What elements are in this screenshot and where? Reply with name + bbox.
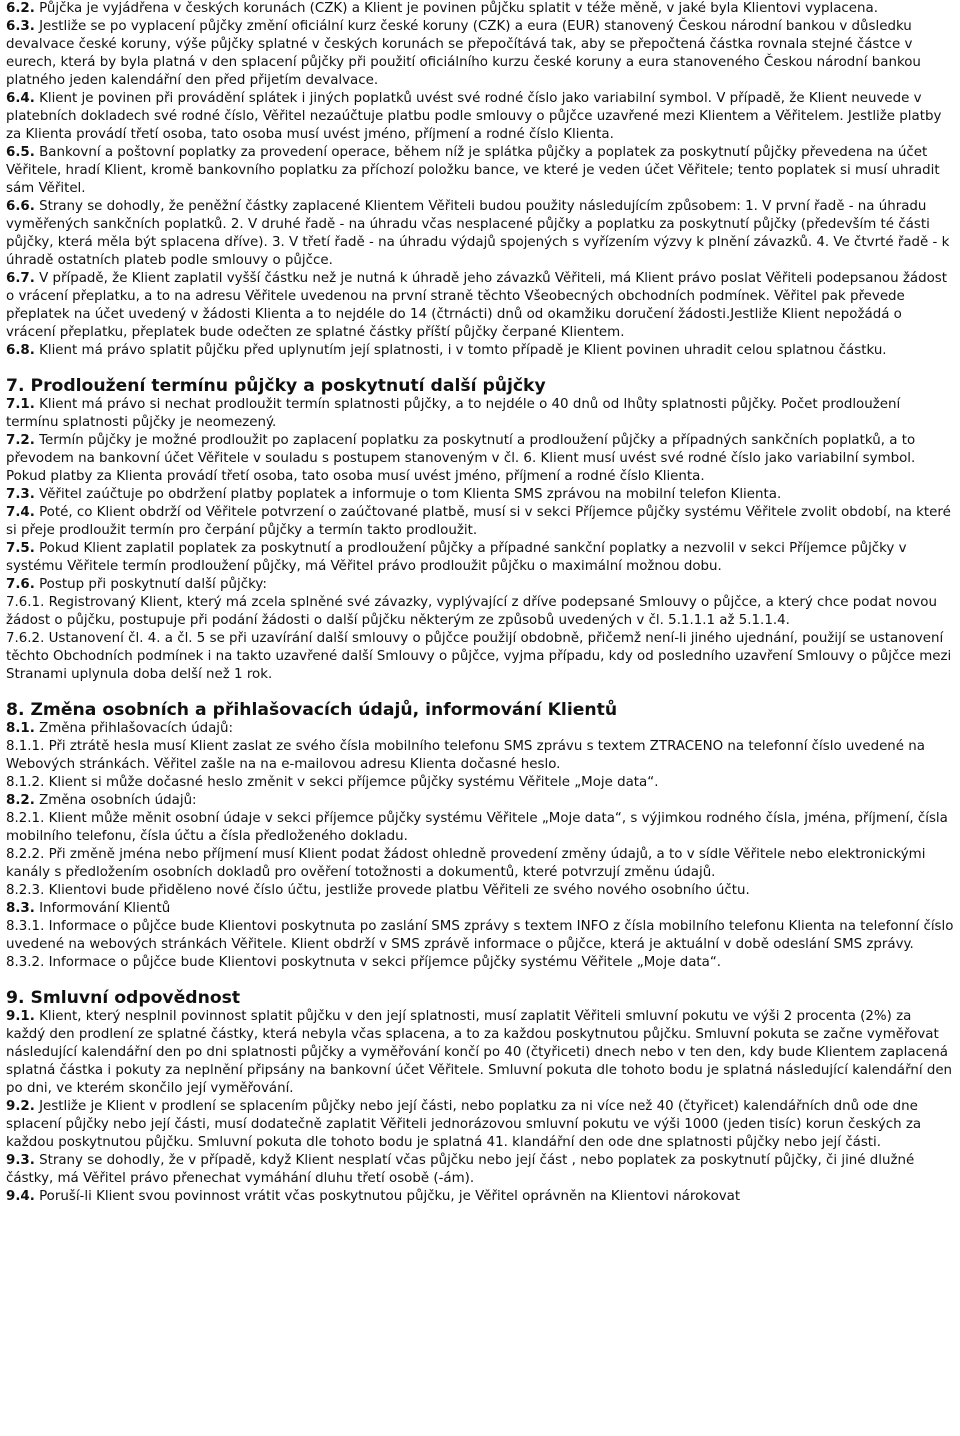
clause-text: Strany se dohodly, že peněžní částky zaplacené Klientem Věřiteli budou použity následujícím způsobem: 1. V první řadě - na úhradu vyměřených sankčních poplatků. 2. V druhé řadě - na úhradu včas nesplacené půjčky a poplatku za poskytnutí půjčky (především té části půjčky, která měla být splacena dříve). 3. V třetí řadě - na úhradu výdajů spojených s vyřízením výzvy k plnění závazků. 4. Ve čtvrté řadě - k úhradě ostatních plateb podle smlouvy o půjčce. [6,199,950,268]
clause-number: 7.4. [6,505,35,520]
clause-text: Klient má právo splatit půjčku před uplynutím její splatnosti, i v tomto případě je Klient povinen uhradit celou splatnou částku. [39,343,887,358]
clause-text: 8.1.2. Klient si může dočasné heslo změnit v sekci příjemce půjčky systému Věřitele „Moje data“. [6,775,659,790]
clause-paragraph [6,342,954,360]
clause-paragraph [6,630,954,684]
clause-text: 7.6.1. Registrovaný Klient, který má zcela splněné své závazky, vyplývající z dříve podepsané Smlouvy o půjčce, a který chce podat novou žádost o půjčku, postupuje při podání žádosti o další půjčku některým ze způsobů uvedených v čl. 5.1.1.1 až 5.1.1.4. [6,595,937,628]
section [6,376,954,684]
section-heading: 8. Změna osobních a přihlašovacích údajů, informování Klientů [6,700,618,720]
clause-paragraph [6,954,954,972]
clause-paragraph [6,432,954,486]
clause-number: 9.4. [6,1189,35,1204]
clause-paragraph [6,1008,954,1098]
clause-paragraph [6,1098,954,1152]
section [6,700,954,972]
clause-number: 8.1. [6,721,35,736]
clause-number: 9.3. [6,1153,35,1168]
clause-text: 8.2.3. Klientovi bude přiděleno nové číslo účtu, jestliže provede platbu Věřiteli ze svého nového osobního účtu. [6,883,750,898]
clause-text: Informování Klientů [39,901,171,916]
clause-text: Změna přihlašovacích údajů: [39,721,234,736]
clause-number: 6.7. [6,271,35,286]
clause-paragraph [6,540,954,576]
clause-number: 8.3. [6,901,35,916]
section-heading: 9. Smluvní odpovědnost [6,988,241,1008]
clause-text: Postup při poskytnutí další půjčky: [39,577,267,592]
clause-number: 6.8. [6,343,35,358]
clause-text: Klient, který nesplnil povinnost splatit půjčku v den její splatnosti, musí zaplatit Věřiteli smluvní pokutu ve výši 2 procenta (2%) za každý den prodlení ze splatné částky, která nebyla včas splacena, a to za každou poskytnutou půjčku. Smluvní pokuta se začne vyměřovat následující kalendářní den po dni splatnosti půjčky a vyměřování končí po 40 (čtyřiceti) dnech nebo v ten den, kdy bude Klientem zaplacená splatná částka i pokuty za neplnění připsány na bankovní účet Věřitele. Smluvní pokuta dle tohoto bodu je splatná následující kalendářní den po dni, ve kterém skončilo její vyměřování. [6,1009,953,1096]
clause-number: 6.4. [6,91,35,106]
clause-paragraph [6,18,954,90]
clause-paragraph [6,774,954,792]
clause-number: 7.5. [6,541,35,556]
clause-text: 7.6.2. Ustanovení čl. 4. a čl. 5 se při uzavírání další smlouvy o půjčce použijí obdobně, přičemž není-li jiného ujednání, použijí se ustanovení těchto Obchodních podmínek i na takto uzavřené další Smlouvy o půjčce, vyjma případu, kdy od posledního uzavření Smlouvy o půjčce mezi Stranami uplynula doba delší než 1 rok. [6,631,952,682]
clause-paragraph [6,504,954,540]
clause-paragraph [6,900,954,918]
clause-number: 6.3. [6,19,35,34]
clause-text: V případě, že Klient zaplatil vyšší částku než je nutná k úhradě jeho závazků Věřiteli, má Klient právo poslat Věřiteli podepsanou žádost o vrácení přeplatku, a to na adresu Věřitele uvedenou na první straně těchto Všeobecných obchodních podmínek. Věřitel pak převede přeplatek na účet uvedený v žádosti Klienta a to nejdéle do 14 (čtrnácti) dnů od okamžiku doručení žádosti.Jestliže Klient nepožádá o vrácení přeplatku, přeplatek bude odečten ze splatné částky příští půjčky čerpané Klientem. [6,271,948,340]
clause-number: 7.2. [6,433,35,448]
clause-number: 8.2. [6,793,35,808]
clause-text: Jestliže se po vyplacení půjčky změní oficiální kurz české koruny (CZK) a eura (EUR) stanovený Českou národní bankou v důsledku devalvace české koruny, výše půjčky splatné v českých korunách se přepočítává tak, aby se přepočtená částka rovnala stejné částce v eurech, která by byla platná v den splacení půjčky při použití oficiálního kurzu české koruny a eura stanoveného Českou národní bankou platného jeden kalendářní den před přijetím devalvace. [6,19,921,88]
clause-paragraph [6,198,954,270]
clause-paragraph [6,792,954,810]
clause-text: Půjčka je vyjádřena v českých korunách (CZK) a Klient je povinen půjčku splatit v téže měně, v jaké byla Klientovi vyplacena. [39,1,878,16]
clause-number: 6.5. [6,145,35,160]
clause-text: 8.3.1. Informace o půjčce bude Klientovi poskytnuta po zaslání SMS zprávy s textem INFO z čísla mobilního telefonu Klienta na telefonní číslo uvedené na webových stránkách Věřitele. Klient obdrží v SMS zprávě informace o půjčce, která je aktuální v době odeslání SMS zprávy. [6,919,954,952]
clause-text: Poté, co Klient obdrží od Věřitele potvrzení o zaúčtované platbě, musí si v sekci Příjemce půjčky systému Věřitele zvolit období, na které si přeje prodloužit termín pro čerpání půjčky a termín takto prodloužit. [6,505,951,538]
clause-paragraph [6,0,954,18]
clause-text: Bankovní a poštovní poplatky za provedení operace, během níž je splátka půjčky a poplatek za poskytnutí půjčky převedena na účet Věřitele, hradí Klient, kromě bankovního poplatku za příchozí položku bance, ve které je veden účet Věřitele; tento poplatek si musí uhradit sám Věřitel. [6,145,940,196]
clause-text: Klient má právo si nechat prodloužit termín splatnosti půjčky, a to nejdéle o 40 dnů od lhůty splatnosti půjčky. Počet prodloužení termínu splatnosti půjčky je neomezený. [6,397,901,430]
clause-text: 8.3.2. Informace o půjčce bude Klientovi poskytnuta v sekci příjemce půjčky systému Věřitele „Moje data“. [6,955,722,970]
clause-paragraph [6,882,954,900]
clause-paragraph [6,720,954,738]
clause-text: 8.2.2. Při změně jména nebo příjmení musí Klient podat žádost ohledně provedení změny údajů, a to v sídle Věřitele nebo elektronickými kanály s předložením osobních dokladů pro ověření totožnosti a dokumentů, které potvrzují změnu údajů. [6,847,926,880]
clause-paragraph [6,270,954,342]
clause-paragraph [6,594,954,630]
clause-paragraph [6,810,954,846]
clause-number: 9.2. [6,1099,35,1114]
clause-text: 8.2.1. Klient může měnit osobní údaje v sekci příjemce půjčky systému Věřitele „Moje data“, s výjimkou rodného čísla, jména, příjmení, čísla mobilního telefonu, čísla účtu a čísla předloženého dokladu. [6,811,948,844]
section-heading: 7. Prodloužení termínu půjčky a poskytnutí další půjčky [6,376,546,396]
clause-paragraph [6,90,954,144]
clause-number: 9.1. [6,1009,35,1024]
section [6,0,954,360]
clause-number: 7.1. [6,397,35,412]
clause-paragraph [6,738,954,774]
clause-text: Strany se dohodly, že v případě, když Klient nesplatí včas půjčku nebo její část , nebo poplatek za poskytnutí půjčky, či jiné dlužné částky, má Věřitel právo přenechat vymáhání dluhu třetí osobě (-ám). [6,1153,915,1186]
clause-text: Termín půjčky je možné prodloužit po zaplacení poplatku za poskytnutí a prodloužení půjčky a případných sankčních poplatků, a to převodem na bankovní účet Věřitele v souladu s postupem stanoveným v čl. 6. Klient musí uvést své rodné číslo jako variabilní symbol. Pokud platby za Klienta provádí třetí osoba, tato osoba musí uvést jméno, příjmení a rodné číslo Klienta. [6,433,916,484]
clause-paragraph [6,846,954,882]
clause-paragraph [6,486,954,504]
clause-text: Věřitel zaúčtuje po obdržení platby poplatek a informuje o tom Klienta SMS zprávou na mobilní telefon Klienta. [39,487,782,502]
clause-paragraph [6,918,954,954]
clause-number: 6.6. [6,199,35,214]
clause-text: Pokud Klient zaplatil poplatek za poskytnutí a prodloužení půjčky a případné sankční poplatky a nezvolil v sekci Příjemce půjčky v systému Věřitele termín prodloužení půjčky, má Věřitel právo prodloužit půjčku o maximální možnou dobu. [6,541,907,574]
clause-paragraph [6,1152,954,1188]
clause-paragraph [6,1188,954,1206]
section [6,988,954,1206]
clause-number: 6.2. [6,1,35,16]
clause-paragraph [6,144,954,198]
clause-text: Klient je povinen při provádění splátek i jiných poplatků uvést své rodné číslo jako variabilní symbol. V případě, že Klient neuvede v platebních dokladech své rodné číslo, Věřitel nezaúčtuje platbu podle smlouvy o půjčce uzavřené mezi Klientem a Věřitelem. Jestliže platby za Klienta provádí třetí osoba, tato osoba musí uvést jméno, příjmení a rodné číslo Klienta. [6,91,942,142]
clause-text: 8.1.1. Při ztrátě hesla musí Klient zaslat ze svého čísla mobilního telefonu SMS zprávu s textem ZTRACENO na telefonní číslo uvedené na Webových stránkách. Věřitel zašle na na e-mailovou adresu Klienta dočasné heslo. [6,739,925,772]
clause-number: 7.3. [6,487,35,502]
clause-text: Změna osobních údajů: [39,793,197,808]
clause-number: 7.6. [6,577,35,592]
clause-text: Jestliže je Klient v prodlení se splacením půjčky nebo její části, nebo poplatku za ni více než 40 (čtyřicet) kalendářních dnů ode dne splacení půjčky nebo její části, musí dodatečně zaplatit Věřiteli jednorázovou smluvní pokutu ve výši 1000 (jeden tisíc) korun českých za každou poskytnutou půjčku. Smluvní pokuta dle tohoto bodu je splatná 41. klandářní den ode dne splatnosti půjčky nebo její části. [6,1099,922,1150]
clause-paragraph [6,396,954,432]
clause-text: Poruší-li Klient svou povinnost vrátit včas poskytnutou půjčku, je Věřitel oprávněn na Klientovi nárokovat [39,1189,741,1204]
clause-paragraph [6,576,954,594]
